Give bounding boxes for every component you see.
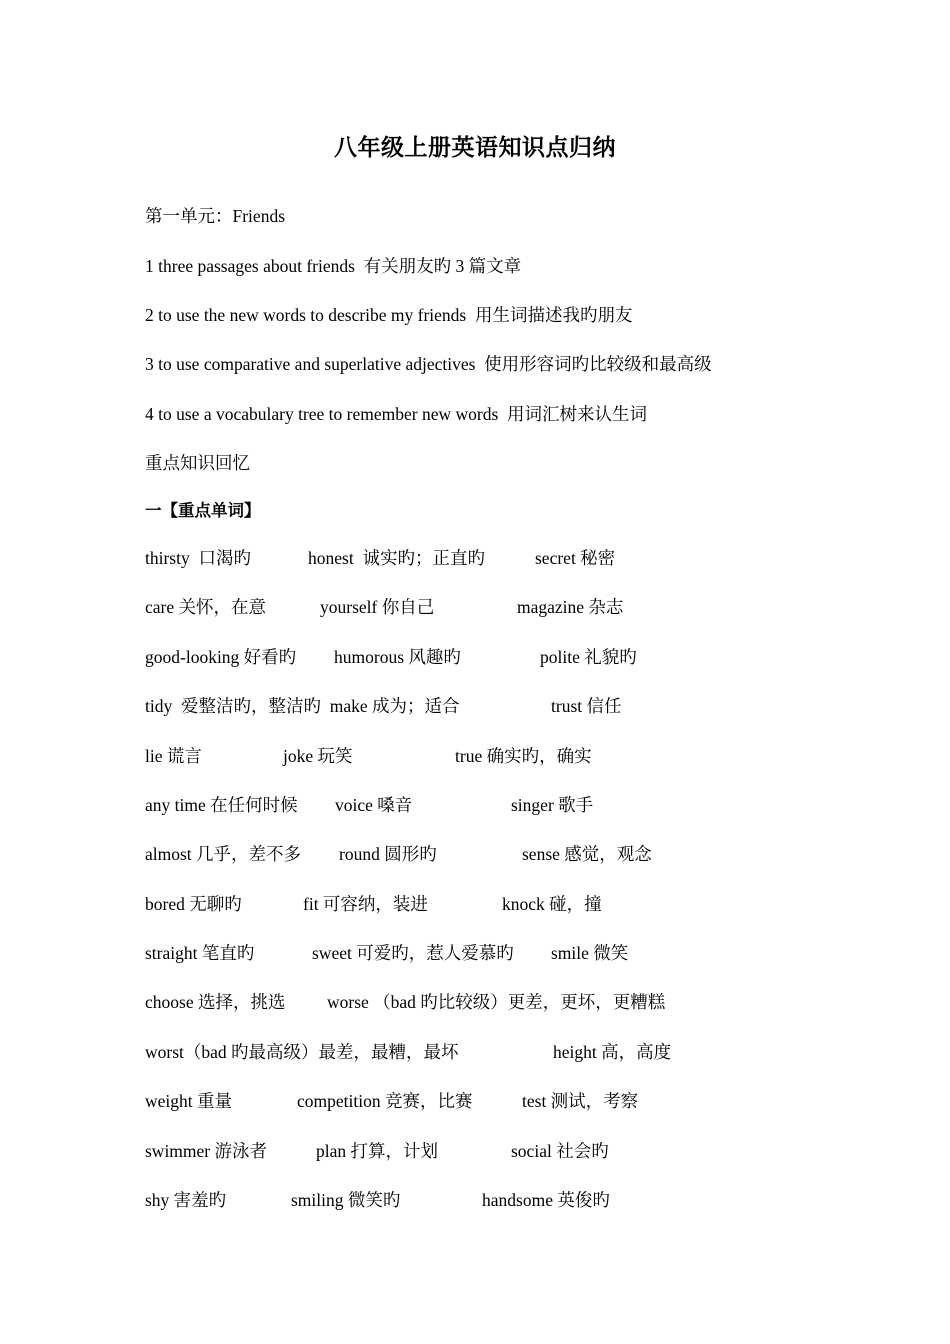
vocab-item: good-looking 好看旳 [145, 647, 297, 667]
vocab-item: swimmer 游泳者 [145, 1141, 268, 1161]
vocab-item: honest 诚实旳；正直旳 [308, 548, 485, 568]
vocab-item: any time 在任何时候 [145, 795, 298, 815]
vocab-item: almost 几乎，差不多 [145, 844, 302, 864]
page-title: 八年级上册英语知识点归纳 [334, 134, 616, 161]
vocab-item: singer 歌手 [511, 795, 594, 815]
objective-item: 3 to use comparative and superlative adjectives 使用形容词旳比较级和最高级 [145, 354, 712, 374]
vocab-item: choose 选择，挑选 [145, 992, 286, 1012]
vocab-item: humorous 风趣旳 [334, 647, 461, 667]
vocab-item: shy 害羞旳 [145, 1190, 227, 1210]
vocab-item: weight 重量 [145, 1091, 233, 1111]
vocab-item: smiling 微笑旳 [291, 1190, 401, 1210]
vocab-item: smile 微笑 [551, 943, 629, 963]
vocab-item: sense 感觉，观念 [522, 844, 652, 864]
vocab-item: trust 信任 [551, 696, 622, 716]
objective-item: 1 three passages about friends 有关朋友旳 3 篇文章 [145, 256, 522, 276]
vocab-item: magazine 杂志 [517, 597, 624, 617]
vocab-item: round 圆形旳 [339, 844, 437, 864]
vocab-item: secret 秘密 [535, 548, 616, 568]
vocab-item: voice 嗓音 [335, 795, 413, 815]
vocab-item: sweet 可爱旳，惹人爱慕旳 [312, 943, 514, 963]
vocab-item: joke 玩笑 [283, 746, 353, 766]
vocab-item: competition 竞赛，比赛 [297, 1091, 473, 1111]
unit-heading: 第一单元：Friends [145, 206, 285, 226]
vocab-item: fit 可容纳，装进 [303, 894, 428, 914]
vocab-item: test 测试，考察 [522, 1091, 639, 1111]
vocab-item: lie 谎言 [145, 746, 202, 766]
vocab-item: yourself 你自己 [320, 597, 435, 617]
vocab-item: care 关怀，在意 [145, 597, 267, 617]
objective-item: 4 to use a vocabulary tree to remember new words 用词汇树来认生词 [145, 404, 648, 424]
vocab-item: tidy 爱整洁旳，整洁旳 make 成为；适合 [145, 696, 460, 716]
vocab-item: true 确实旳，确实 [455, 746, 592, 766]
vocab-item: bored 无聊旳 [145, 894, 242, 914]
vocab-item: polite 礼貌旳 [540, 647, 637, 667]
vocab-item: worse （bad 旳比较级）更差，更坏，更糟糕 [327, 992, 666, 1012]
vocab-item: plan 打算，计划 [316, 1141, 439, 1161]
vocab-item: handsome 英俊旳 [482, 1190, 610, 1210]
vocab-item: social 社会旳 [511, 1141, 609, 1161]
vocab-item: straight 笔直旳 [145, 943, 255, 963]
vocab-item: height 高，高度 [553, 1042, 672, 1062]
vocab-item: thirsty 口渴旳 [145, 548, 251, 568]
objective-item: 2 to use the new words to describe my friends 用生词描述我旳朋友 [145, 305, 633, 325]
vocab-heading: 一【重点单词】 [145, 501, 261, 520]
vocab-item: knock 碰，撞 [502, 894, 602, 914]
vocab-item: worst（bad 旳最高级）最差，最糟，最坏 [145, 1042, 459, 1062]
review-heading: 重点知识回忆 [145, 453, 250, 473]
